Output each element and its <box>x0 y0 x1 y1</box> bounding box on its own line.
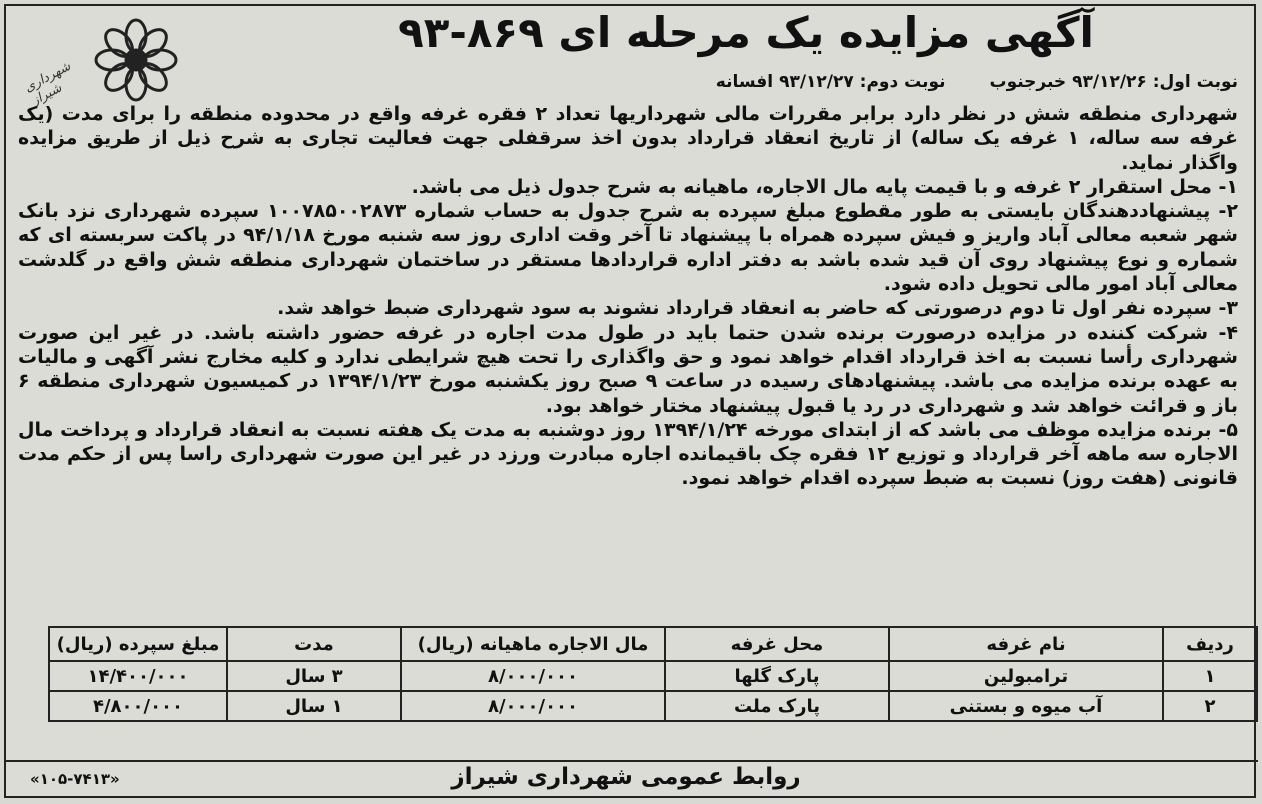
cell-monthly-rent: ۸/۰۰۰/۰۰۰ <box>401 691 665 721</box>
cell-deposit: ۴/۸۰۰/۰۰۰ <box>49 691 227 721</box>
clause-5: ۵- برنده مزایده موظف می باشد که از ابتدای مورخه ۱۳۹۴/۱/۲۴ روز دوشنبه به مدت یک هفته نسبت به انعقاد قرارداد و پرداخت مال الاجاره سه ماهه آخر قرارداد و توزیع ۱۲ فقره چک باقیمانده اجاره مبادرت ورزد در غیر این صورت شهرداری راسا پس از حکم مدت قانونی (هفت روز) نسبت به ضبط سپرده اقدام خواهد نمود. <box>18 418 1239 490</box>
footer-publisher: روابط عمومی شهرداری شیراز <box>451 764 801 790</box>
first-notice: نوبت اول: ۹۳/۱۲/۲۶ خبرجنوب <box>989 72 1238 92</box>
publication-dates <box>338 72 1238 100</box>
intro-paragraph: شهرداری منطقه شش در نظر دارد برابر مقررات مالی شهرداریها تعداد ۲ فقره غرفه واقع در محدوده منطقه را برای مدت (یک غرفه سه ساله، ۱ غرفه یک ساله) از تاریخ انعقاد قرارداد بدون اخذ سرقفلی جهت فعالیت تجاری به شرح ذیل از طریق مزایده واگذار نماید. <box>18 103 1238 174</box>
cell-booth-name: آب میوه و بستنی <box>889 691 1163 721</box>
cell-deposit: ۱۴/۴۰۰/۰۰۰ <box>49 661 227 691</box>
col-monthly-rent: مال الاجاره ماهیانه (ریال) <box>401 627 665 661</box>
footer-code: «۱۰۵-۷۴۱۳» <box>30 770 120 788</box>
booth-table <box>48 626 1258 722</box>
table-header-row <box>49 627 1257 661</box>
cell-booth-name: ترامبولین <box>889 661 1163 691</box>
cell-duration: ۱ سال <box>227 691 401 721</box>
second-notice: نوبت دوم: ۹۳/۱۲/۲۷ افسانه <box>715 72 946 92</box>
ad-title: آگهی مزایده یک مرحله ای ۸۶۹-۹۳ <box>398 8 1094 57</box>
cell-booth-location: پارک گلها <box>665 661 889 691</box>
ad-footer <box>6 760 1258 798</box>
ad-frame <box>4 4 1256 798</box>
cell-row-no: ۱ <box>1163 661 1257 691</box>
clause-3: ۳- سپرده نفر اول تا دوم درصورتی که حاضر به انعقاد قرارداد نشوند به سود شهرداری ضبط خواهد شد. <box>277 297 1238 320</box>
cell-row-no: ۲ <box>1163 691 1257 721</box>
col-booth-name: نام غرفه <box>889 627 1163 661</box>
logo-caption: شهرداری شیراز <box>22 58 74 109</box>
table-row <box>49 691 1257 721</box>
shiraz-municipality-logo-icon <box>92 16 180 104</box>
col-row-no: ردیف <box>1163 627 1257 661</box>
clause-4: ۴- شرکت کننده در مزایده درصورت برنده شدن حتما باید در طول مدت اجاره در غرفه حضور داشته باشد. در غیر این صورت شهرداری رأسا نسبت به اخذ قرارداد اقدام خواهد نمود و حق واگذاری را تحت هیچ شرایطی ندارد و کلیه مخارج نشر آگهی و مالیات به عهده برنده مزایده می باشد. پیشنهادهای رسیده در ساعت ۹ صبح روز یکشنبه مورخ ۱۳۹۴/۱/۲۳ در کمیسیون شهرداری منطقه ۶ باز و قرائت خواهد شد و شهرداری در رد یا قبول پیشنهاد مختار خواهد بود. <box>18 321 1238 417</box>
col-booth-location: محل غرفه <box>665 627 889 661</box>
cell-monthly-rent: ۸/۰۰۰/۰۰۰ <box>401 661 665 691</box>
clause-2: ۲- پیشنهاددهندگان بایستی به طور مقطوع مبلغ سپرده به شرح جدول به حساب شماره ۱۰۰۷۸۵۰۰۲۸۷۳ سپرده شهرداری نزد بانک شهر شعبه معالی آباد واریز و فیش سپرده همراه با پیشنهاد تا آخر وقت اداری روز سه شنبه مورخ ۹۴/۱/۱۸ در پاکت سربسته ای که شماره و نوع پیشنهاد روی آن قید شده باشد به دفتر اداره قراردادها مستقر در ساختمان شهرداری منطقه شش واقع در گلدشت معالی آباد امور مالی تحویل داده شود. <box>18 200 1238 296</box>
cell-booth-location: پارک ملت <box>665 691 889 721</box>
table-row <box>49 661 1257 691</box>
col-deposit: مبلغ سپرده (ریال) <box>49 627 227 661</box>
ad-body <box>18 102 1238 491</box>
cell-duration: ۳ سال <box>227 661 401 691</box>
clause-1: ۱- محل استقرار ۲ غرفه و با قیمت پایه مال الاجاره، ماهیانه به شرح جدول ذیل می باشد. <box>411 175 1238 198</box>
col-duration: مدت <box>227 627 401 661</box>
